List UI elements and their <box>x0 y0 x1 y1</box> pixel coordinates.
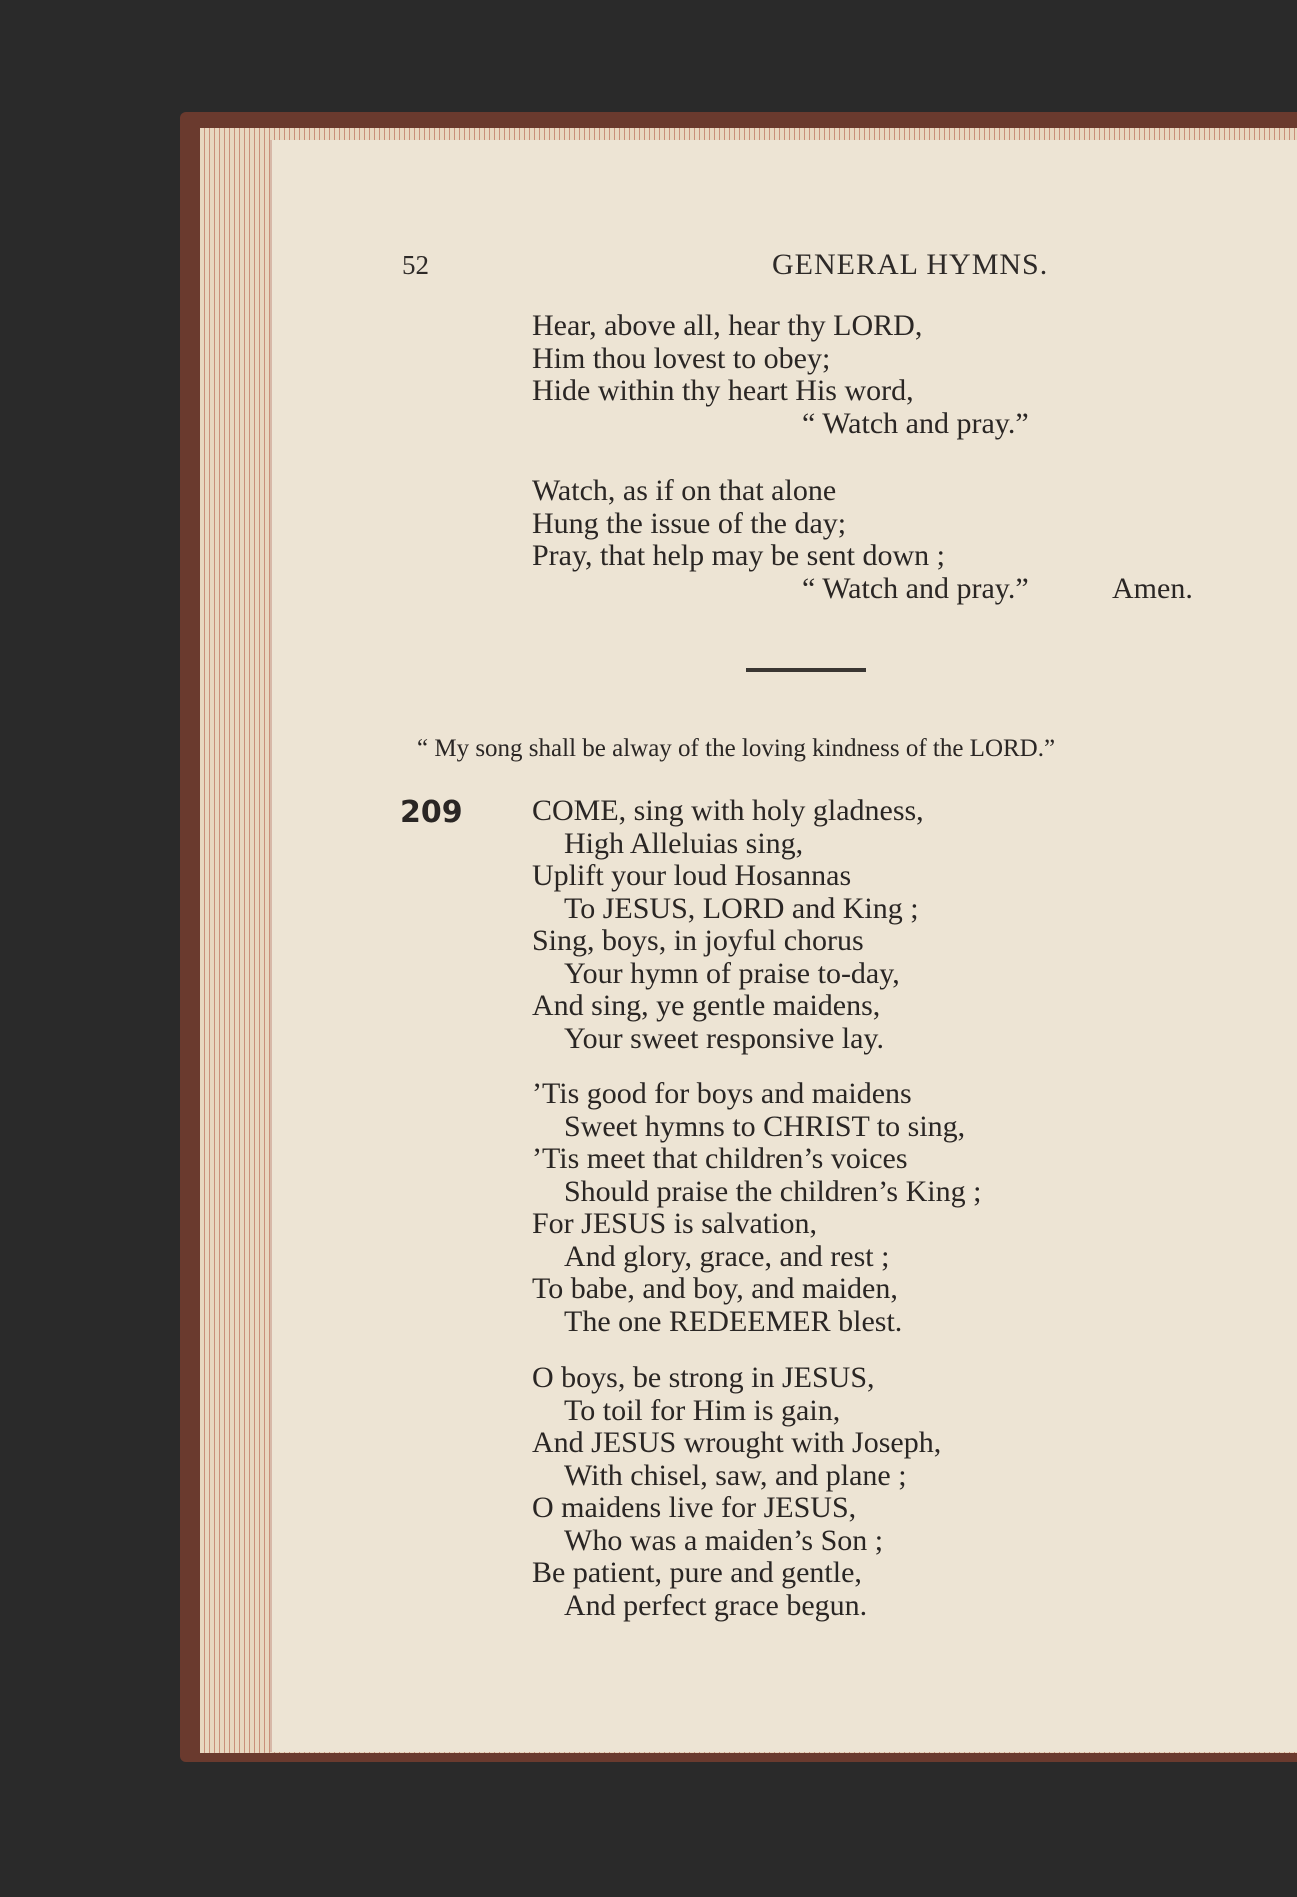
verse-line: To toil for Him is gain, <box>564 1393 841 1427</box>
verse-line: Be patient, pure and gentle, <box>532 1556 862 1589</box>
hymn-stanza-1 <box>532 795 924 1055</box>
verse-line: “ Watch and pray.” <box>802 571 1029 605</box>
verse-line: Watch, as if on that alone <box>532 474 837 507</box>
section-divider <box>746 668 866 672</box>
amen: Amen. <box>1112 572 1193 605</box>
verse-line: ’Tis good for boys and maidens <box>532 1077 912 1110</box>
verse-line: Hear, above all, hear thy LORD, <box>532 309 923 342</box>
verse-line: Sing, boys, in joyful chorus <box>532 924 864 957</box>
verse-line: Him thou lovest to obey; <box>532 341 831 375</box>
page-title: GENERAL HYMNS. <box>772 248 1049 281</box>
verse-line: Hide within thy heart His word, <box>532 374 914 407</box>
hymn-number: 209 <box>400 795 463 830</box>
verse-line: High Alleluias sing, <box>564 826 804 860</box>
verse-line: ’Tis meet that children’s voices <box>532 1142 908 1175</box>
verse-line: And glory, grace, and rest ; <box>564 1239 890 1273</box>
verse-line: Hung the issue of the day; <box>532 506 847 540</box>
verse-line: For JESUS is salvation, <box>532 1207 818 1240</box>
verse-line: “ Watch and pray.” <box>802 406 1029 440</box>
verse-line: And perfect grace begun. <box>564 1588 868 1622</box>
verse-line: Sweet hymns to CHRIST to sing, <box>564 1109 966 1143</box>
verse-line: And sing, ye gentle maidens, <box>532 989 881 1022</box>
page-number: 52 <box>402 250 429 280</box>
verse-line: COME, sing with holy gladness, <box>532 794 924 827</box>
verse-line: Your sweet responsive lay. <box>564 1021 884 1055</box>
verse-line: Pray, that help may be sent down ; <box>532 539 945 572</box>
verse-line: With chisel, saw, and plane ; <box>564 1458 907 1492</box>
verse-line: And JESUS wrought with Joseph, <box>532 1426 942 1459</box>
verse-line: Who was a maiden’s Son ; <box>564 1523 884 1557</box>
verse-line: To JESUS, LORD and King ; <box>564 891 919 925</box>
verse-line: Should praise the children’s King ; <box>564 1174 982 1208</box>
stanza-top-1 <box>532 310 1029 440</box>
verse-line: Uplift your loud Hosannas <box>532 859 852 892</box>
verse-line: O boys, be strong in JESUS, <box>532 1361 875 1394</box>
verse-line: To babe, and boy, and maiden, <box>532 1272 898 1305</box>
page-header <box>402 250 1219 300</box>
verse-line: Your hymn of praise to-day, <box>564 956 900 990</box>
stanza-top-2 <box>532 475 1029 605</box>
book-page <box>270 140 1297 1752</box>
epigraph: “ My song shall be alway of the loving kindness of the LORD.” <box>417 735 1056 762</box>
verse-line: O maidens live for JESUS, <box>532 1491 857 1524</box>
hymn-stanza-3 <box>532 1362 941 1622</box>
verse-line: The one REDEEMER blest. <box>564 1304 903 1338</box>
hymn-stanza-2 <box>532 1078 981 1338</box>
